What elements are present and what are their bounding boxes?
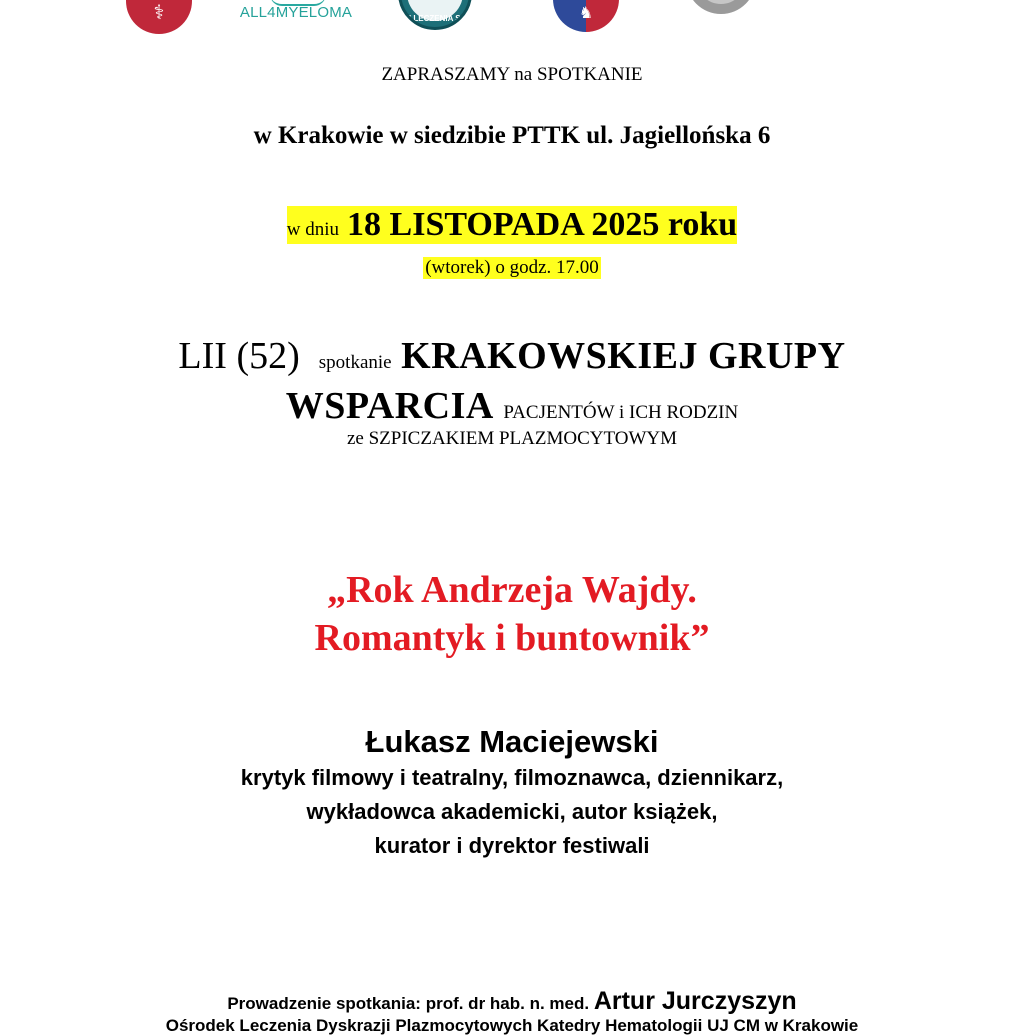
date-main: 18 LISTOPADA 2025 roku bbox=[347, 206, 738, 243]
venue-line: w Krakowie w siedzibie PTTK ul. Jagiellońska 6 bbox=[253, 122, 771, 149]
host-label: Prowadzenie spotkania: prof. dr hab. n. med. bbox=[227, 994, 590, 1013]
support-line bbox=[0, 384, 1024, 428]
speaker-description-line2: wykładowca akademicki, autor książek, bbox=[306, 799, 718, 824]
seal-icon bbox=[696, 0, 746, 4]
talk-title-line1: „Rok Andrzeja Wajdy. bbox=[327, 569, 697, 611]
krakow-crest-logo bbox=[553, 0, 619, 32]
group-name-line1: KRAKOWSKIEJ GRUPY bbox=[401, 335, 846, 377]
meeting-line bbox=[0, 334, 1024, 378]
host-line bbox=[0, 987, 1024, 1016]
date-prefix: w dniu bbox=[286, 219, 340, 240]
grey-seal-logo bbox=[686, 0, 756, 14]
all4myeloma-logo-text: ALL4MYELOMA bbox=[239, 4, 353, 21]
time-line bbox=[0, 257, 1024, 279]
treatment-center-logo bbox=[398, 0, 472, 30]
all4myeloma-logo bbox=[232, 0, 360, 30]
host-affiliation: Ośrodek Leczenia Dyskrazji Plazmocytowych Katedry Hematologii UJ CM w Krakowie bbox=[165, 1016, 859, 1035]
treatment-center-ring-text: M LECZENIA SZ bbox=[404, 14, 466, 23]
talk-title-line2: Romantyk i buntownik” bbox=[314, 617, 710, 659]
time-text: (wtorek) o godz. 17.00 bbox=[425, 257, 599, 278]
logo-row bbox=[0, 0, 1024, 40]
medical-association-logo bbox=[126, 0, 192, 34]
date-highlight bbox=[287, 206, 737, 244]
date-line bbox=[0, 206, 1024, 244]
audience-text: PACJENTÓW i ICH RODZIN bbox=[503, 402, 739, 423]
host-name: Artur Jurczyszyn bbox=[593, 987, 797, 1015]
caduceus-icon: ⚕ bbox=[153, 0, 165, 24]
speaker-name: Łukasz Maciejewski bbox=[365, 724, 659, 759]
meeting-number: LII (52) bbox=[178, 335, 300, 377]
group-name-line2: WSPARCIA bbox=[285, 385, 494, 427]
disease-line: ze SZPICZAKIEM PLAZMOCYTOWYM bbox=[346, 428, 678, 449]
meeting-word: spotkanie bbox=[318, 352, 392, 373]
invitation-heading: ZAPRASZAMY na SPOTKANIE bbox=[381, 64, 643, 85]
speaker-description-line3: kurator i dyrektor festiwali bbox=[374, 833, 650, 858]
crest-figure-icon: ♞ bbox=[578, 3, 594, 22]
speaker-description-line1: krytyk filmowy i teatralny, filmoznawca, dziennikarz, bbox=[240, 765, 784, 790]
